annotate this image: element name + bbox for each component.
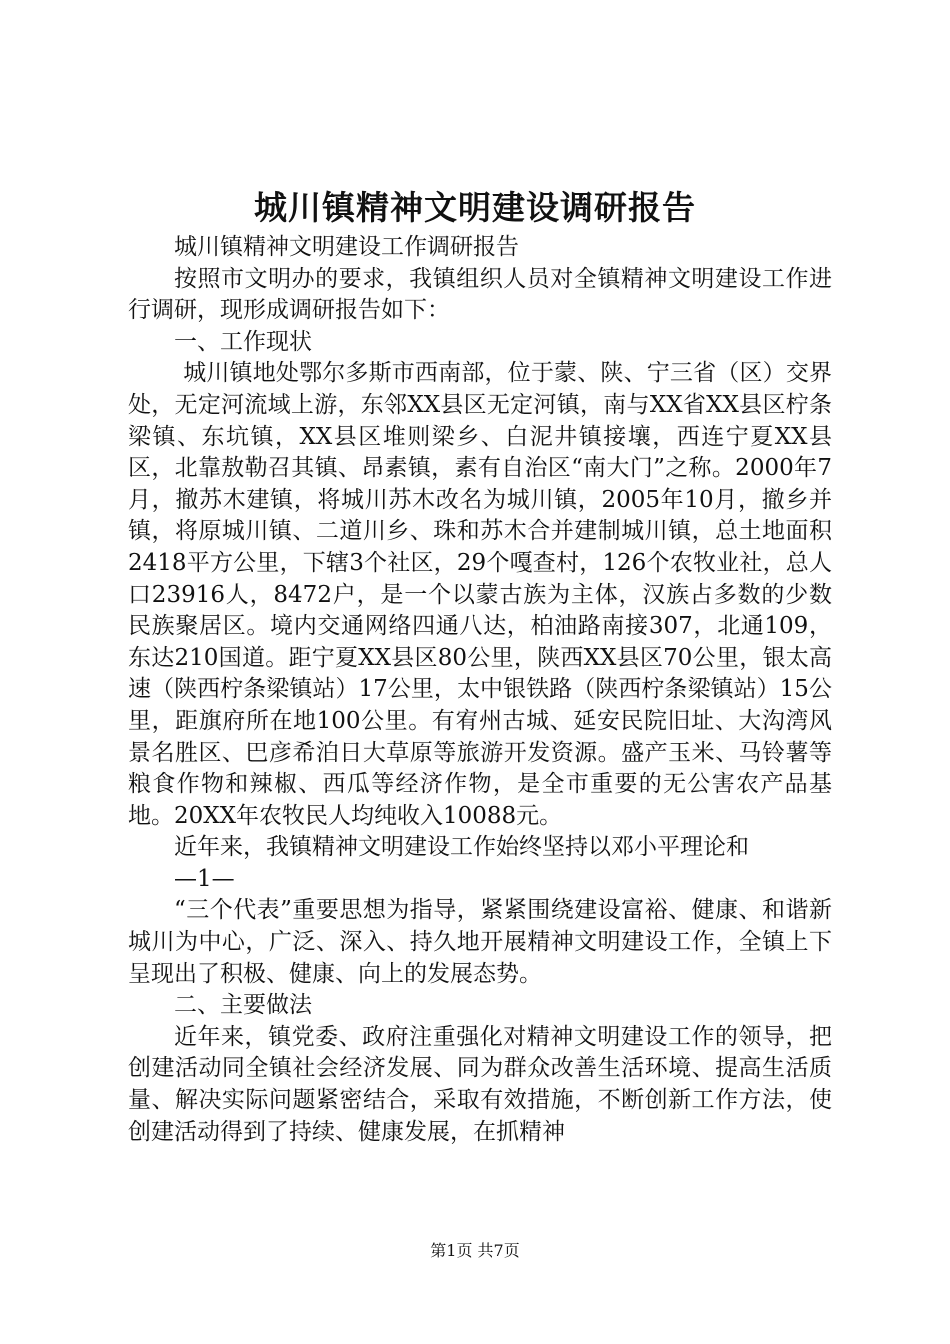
document-title: 城川镇精神文明建设调研报告 <box>254 188 696 227</box>
section-heading-status: 一、工作现状 <box>174 328 312 355</box>
guidance-paragraph: “三个代表”重要思想为指导，紧紧围绕建设富裕、健康、和谐新城川为中心，广泛、深入、持久地开展精神文明建设工作，全镇上下呈现出了积极、健康、向上的发展态势。 <box>128 897 832 987</box>
intro-paragraph: 按照市文明办的要求，我镇组织人员对全镇精神文明建设工作进行调研，现形成调研报告如下： <box>128 265 832 324</box>
subtitle-paragraph: 城川镇精神文明建设工作调研报告 <box>174 234 519 260</box>
methods-paragraph: 近年来，镇党委、政府注重强化对精神文明建设工作的领导，把创建活动同全镇社会经济发展、同为群众改善生活环境、提高生活质量、解决实际问题紧密结合，采取有效措施，不断创新工作方法，使创建活动得到了持续、健康发展，在抓精神 <box>128 1023 832 1145</box>
section-heading-methods: 二、主要做法 <box>174 992 312 1019</box>
recent-years-paragraph: 近年来，我镇精神文明建设工作始终坚持以邓小平理论和 <box>174 834 749 861</box>
page-footer: 第1页 共7页 <box>430 1241 520 1260</box>
inline-page-number: —1— <box>174 865 235 892</box>
document-body <box>128 232 832 1148</box>
status-paragraph: 城川镇地处鄂尔多斯市西南部，位于蒙、陕、宁三省（区）交界处，无定河流域上游，东邻XX县区无定河镇，南与XX省XX县区柠条梁镇、东坑镇，XX县区堆则梁乡、白泥井镇接壤，西连宁夏XX县区，北靠敖勒召其镇、昂素镇，素有自治区“南大门”之称。2000年7月，撤苏木建镇，将城川苏木改名为城川镇，2005年10月，撤乡并镇，将原城川镇、二道川乡、珠和苏木合并建制城川镇，总土地面积2418平方公里，下辖3个社区，29个嘎查村，126个农牧业社，总人口23916人，8472户，是一个以蒙古族为主体，汉族占多数的少数民族聚居区。境内交通网络四通八达，柏油路南接307，北通109，东达210国道。距宁夏XX县区80公里，陕西XX县区70公里，银太高速（陕西柠条梁镇站）17公里，太中银铁路（陕西柠条梁镇站）15公里，距旗府所在地100公里。有宥州古城、延安民院旧址、大沟湾风景名胜区、巴彦希泊日大草原等旅游开发资源。盛产玉米、马铃薯等粮食作物和辣椒、西瓜等经济作物，是全市重要的无公害农产品基地。20XX年农牧民人均纯收入10088元。 <box>128 360 832 829</box>
